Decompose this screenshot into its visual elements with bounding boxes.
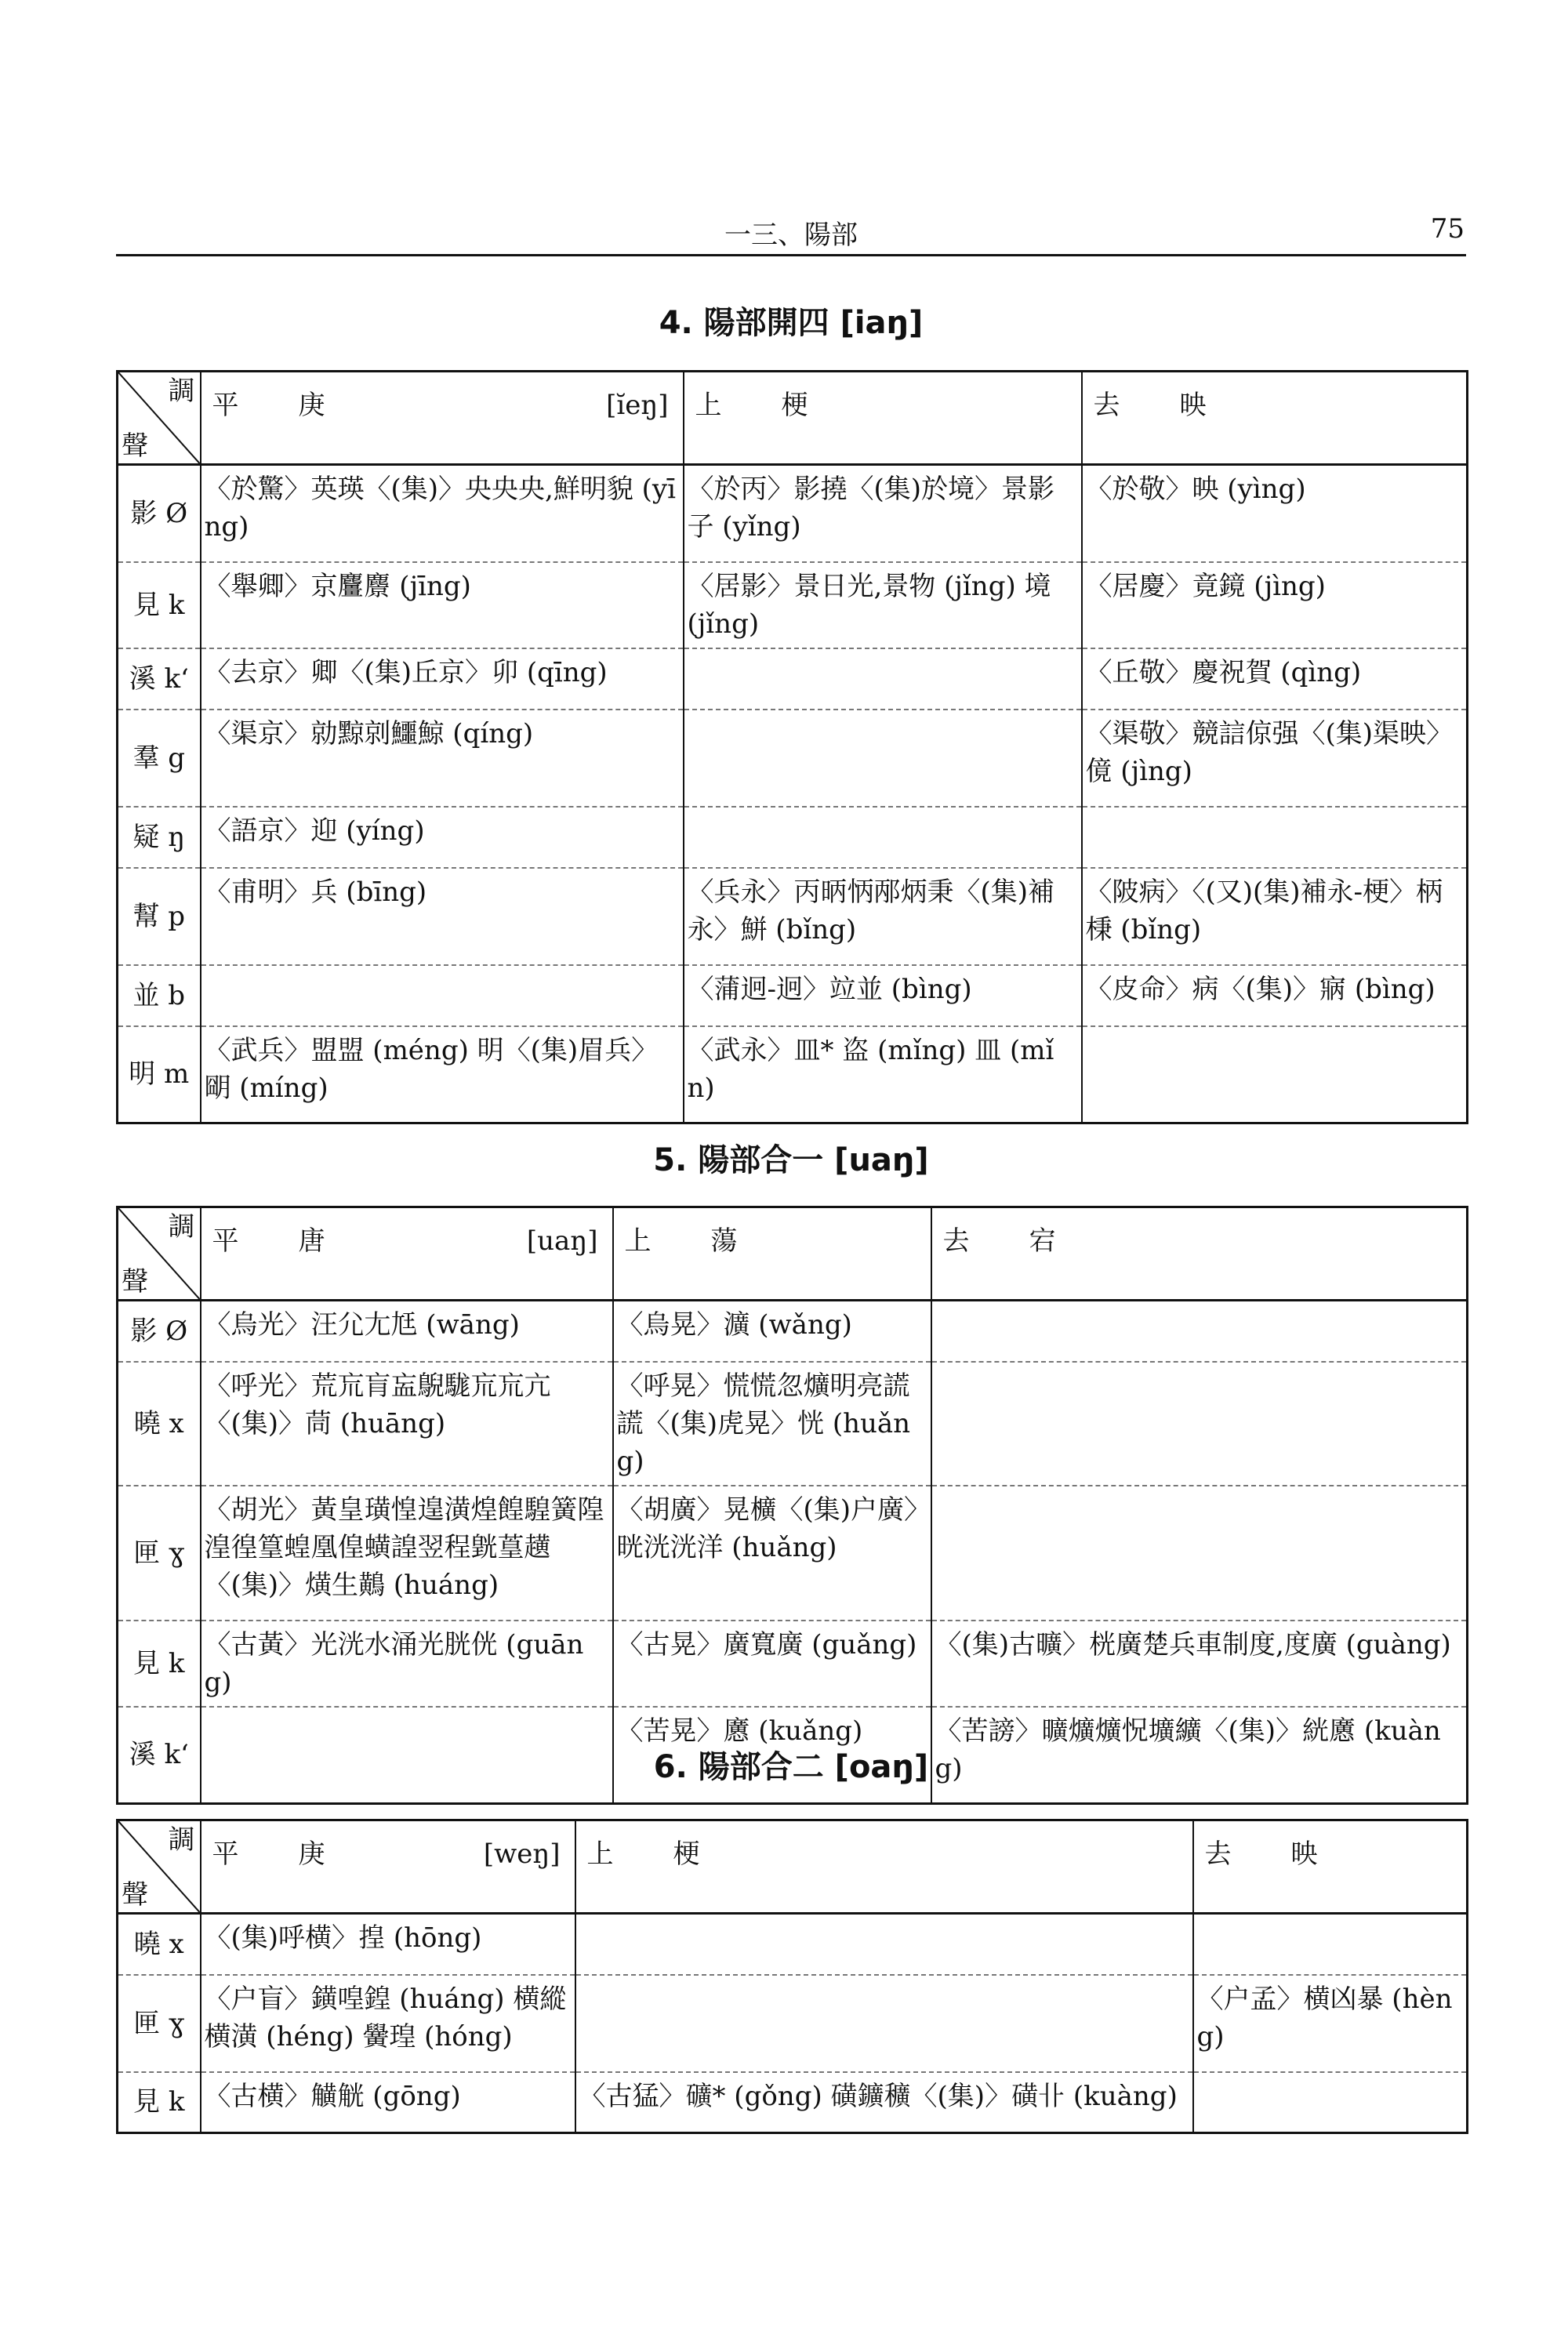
table-cell: 〈呼晃〉慌慌忽爌明亮謊謊〈(集)虎晃〉恍 (huǎng) — [613, 1362, 931, 1486]
initial-cell: 影 Ø — [118, 1301, 201, 1362]
table-cell: 〈陂病〉〈(又)(集)補永-梗〉柄棅 (bǐng) — [1082, 868, 1468, 965]
table-cell: 〈呼光〉荒巟肓衁鶃駹巟巟亢〈(集)〉茼 (huāng) — [201, 1362, 613, 1486]
table-cell: 〈胡光〉黃皇璜惶遑潢煌餭騜簧隍湟徨篁蝗凰偟蟥諻翌程皝葟趪〈(集)〉熿生鷬 (huáng) — [201, 1486, 613, 1621]
initial-cell: 匣 ɣ — [118, 1486, 201, 1621]
table-cell: 〈苦謗〉曠爌爌怳壙纊〈(集)〉絖懬 (kuàng) — [931, 1707, 1468, 1804]
table-cell: 〈户盲〉鐄喤鍠 (huáng) 横縱横潢 (héng) 黌瑝 (hóng) — [201, 1975, 575, 2072]
table-cell: 〈語京〉迎 (yíng) — [201, 807, 684, 868]
table-cell — [575, 1975, 1193, 2072]
initial-cell: 明 m — [118, 1026, 201, 1123]
table-row — [118, 807, 1468, 868]
column-header — [684, 372, 1082, 465]
initial-cell: 並 b — [118, 965, 201, 1026]
initial-cell: 羣 g — [118, 710, 201, 807]
table-cell: 〈渠京〉勍黥剠鱷鯨 (qíng) — [201, 710, 684, 807]
table-cell — [684, 807, 1082, 868]
column-header — [1082, 372, 1468, 465]
table-cell: 〈苦晃〉懬 (kuǎng) — [613, 1707, 931, 1804]
rhyme-label: 映 — [1290, 1838, 1318, 1870]
initial-corner-label: 聲 — [122, 1879, 148, 1911]
corner-cell — [118, 1820, 201, 1914]
initial-cell: 疑 ŋ — [118, 807, 201, 868]
rhyme-label: 梗 — [781, 390, 808, 421]
table-row — [118, 1301, 1468, 1362]
rhyme-label: 宕 — [1029, 1225, 1056, 1257]
ipa-label: [uaŋ] — [526, 1225, 598, 1257]
table-cell: 〈胡廣〉晃櫎〈(集)户廣〉晄洸洸洋 (huǎng) — [613, 1486, 931, 1621]
table-cell: 〈蒲迥-迥〉竝並 (bìng) — [684, 965, 1082, 1026]
table-header-row — [118, 1207, 1468, 1301]
table-row — [118, 1621, 1468, 1707]
table-row — [118, 965, 1468, 1026]
tone-corner-label: 調 — [168, 1211, 195, 1243]
table-header-row — [118, 372, 1468, 465]
ipa-label: [weŋ] — [483, 1838, 561, 1870]
table-row — [118, 1026, 1468, 1123]
table-cell — [684, 648, 1082, 710]
table-row — [118, 1362, 1468, 1486]
rhyme-table — [116, 1206, 1468, 1805]
table-cell: 〈武兵〉盟盟 (méng) 明〈(集)眉兵〉朙 (míng) — [201, 1026, 684, 1123]
corner-cell — [118, 1207, 201, 1301]
table-row — [118, 648, 1468, 710]
table-cell — [931, 1301, 1468, 1362]
rhyme-table — [116, 1819, 1468, 2134]
tone-label: 去 — [1204, 1838, 1232, 1870]
table-row — [118, 1486, 1468, 1621]
table-cell: 〈兵永〉丙昞怲邴炳秉〈(集)補永〉鮩 (bǐng) — [684, 868, 1082, 965]
column-header — [613, 1207, 931, 1301]
table-row — [118, 562, 1468, 648]
table-cell: 〈户孟〉横凶暴 (hèng) — [1193, 1975, 1468, 2072]
table-cell: 〈於敬〉映 (yìng) — [1082, 465, 1468, 562]
column-header — [1193, 1820, 1468, 1914]
table-cell: 〈烏晃〉瀇 (wǎng) — [613, 1301, 931, 1362]
table-cell — [201, 965, 684, 1026]
page-number: 75 — [1430, 213, 1465, 245]
rhyme-label: 庚 — [298, 1838, 325, 1870]
column-header — [575, 1820, 1193, 1914]
table-cell — [575, 1914, 1193, 1975]
initial-cell: 見 k — [118, 562, 201, 648]
table-cell: 〈渠敬〉競誩倞强〈(集)渠映〉傹 (jìng) — [1082, 710, 1468, 807]
table-cell: 〈皮命〉病〈(集)〉寎 (bìng) — [1082, 965, 1468, 1026]
tone-label: 平 — [212, 1838, 239, 1870]
table-row — [118, 868, 1468, 965]
section-title: 5. 陽部合一 [uaŋ] — [653, 1142, 929, 1178]
tone-label: 上 — [624, 1225, 652, 1257]
initial-cell: 幫 p — [118, 868, 201, 965]
table-cell: 〈古黃〉光洸水涌光胱侊 (guāng) — [201, 1621, 613, 1707]
tone-label: 上 — [695, 390, 722, 421]
table-cell: 〈去京〉卿〈(集)丘京〉卯 (qīng) — [201, 648, 684, 710]
rhyme-label: 唐 — [298, 1225, 325, 1257]
initial-corner-label: 聲 — [122, 1266, 148, 1298]
table-cell — [931, 1362, 1468, 1486]
table-cell: 〈烏光〉汪尣尢尪 (wāng) — [201, 1301, 613, 1362]
rhyme-label: 庚 — [298, 390, 325, 421]
column-header — [931, 1207, 1468, 1301]
initial-cell: 見 k — [118, 1621, 201, 1707]
initial-cell: 曉 x — [118, 1362, 201, 1486]
table-cell — [1193, 2072, 1468, 2133]
table-cell: 〈居慶〉竟鏡 (jìng) — [1082, 562, 1468, 648]
initial-cell: 影 Ø — [118, 465, 201, 562]
section-title: 4. 陽部開四 [iaŋ] — [659, 305, 924, 341]
table-cell: 〈古猛〉礦* (gǒng) 磺鑛穬〈(集)〉磺卝 (kuàng) — [575, 2072, 1193, 2133]
tone-label: 去 — [942, 1225, 970, 1257]
table-cell: 〈舉卿〉京麠麖 (jīng) — [201, 562, 684, 648]
tone-label: 去 — [1093, 390, 1120, 421]
tone-label: 平 — [212, 1225, 239, 1257]
table-cell: 〈(集)呼横〉揘 (hōng) — [201, 1914, 575, 1975]
table-row — [118, 1914, 1468, 1975]
ipa-label: [ĭeŋ] — [606, 390, 669, 421]
running-title: 一三、陽部 — [724, 220, 858, 251]
table-cell — [1082, 807, 1468, 868]
table-cell: 〈武永〉皿* 盗 (mǐng) 皿 (mǐn) — [684, 1026, 1082, 1123]
table-cell: 〈於驚〉英瑛〈(集)〉央央央,鮮明貌 (yīng) — [201, 465, 684, 562]
table-row — [118, 710, 1468, 807]
table-row — [118, 2072, 1468, 2133]
table-cell — [1082, 1026, 1468, 1123]
table-cell — [931, 1486, 1468, 1621]
table-cell: 〈居影〉景日光,景物 (jǐng) 境 (jǐng) — [684, 562, 1082, 648]
rhyme-table — [116, 370, 1468, 1124]
initial-cell: 匣 ɣ — [118, 1975, 201, 2072]
table-cell — [684, 710, 1082, 807]
column-header — [201, 1207, 613, 1301]
table-row — [118, 465, 1468, 562]
table-cell — [1193, 1914, 1468, 1975]
column-header — [201, 372, 684, 465]
table-header-row — [118, 1820, 1468, 1914]
table-cell: 〈(集)古曠〉桄廣楚兵車制度,度廣 (guàng) — [931, 1621, 1468, 1707]
table-cell: 〈於丙〉影撓〈(集)於境〉景影子 (yǐng) — [684, 465, 1082, 562]
initial-corner-label: 聲 — [122, 430, 148, 462]
initial-cell: 溪 kʻ — [118, 1707, 201, 1804]
running-head — [116, 210, 1466, 256]
initial-cell: 曉 x — [118, 1914, 201, 1975]
tone-corner-label: 調 — [168, 1824, 195, 1856]
table-cell: 〈古晃〉廣寬廣 (guǎng) — [613, 1621, 931, 1707]
table-cell: 〈丘敬〉慶祝賀 (qìng) — [1082, 648, 1468, 710]
column-header — [201, 1820, 575, 1914]
tone-label: 上 — [586, 1838, 614, 1870]
corner-cell — [118, 372, 201, 465]
table-cell: 〈甫明〉兵 (bīng) — [201, 868, 684, 965]
section-title: 6. 陽部合二 [oaŋ] — [653, 1749, 929, 1785]
table-cell: 〈古横〉觵觥 (gōng) — [201, 2072, 575, 2133]
initial-cell: 溪 kʻ — [118, 648, 201, 710]
rhyme-label: 映 — [1179, 390, 1207, 421]
rhyme-label: 蕩 — [710, 1225, 738, 1257]
initial-cell: 見 k — [118, 2072, 201, 2133]
tone-corner-label: 調 — [168, 376, 195, 407]
table-row — [118, 1975, 1468, 2072]
rhyme-label: 梗 — [673, 1838, 700, 1870]
tone-label: 平 — [212, 390, 239, 421]
